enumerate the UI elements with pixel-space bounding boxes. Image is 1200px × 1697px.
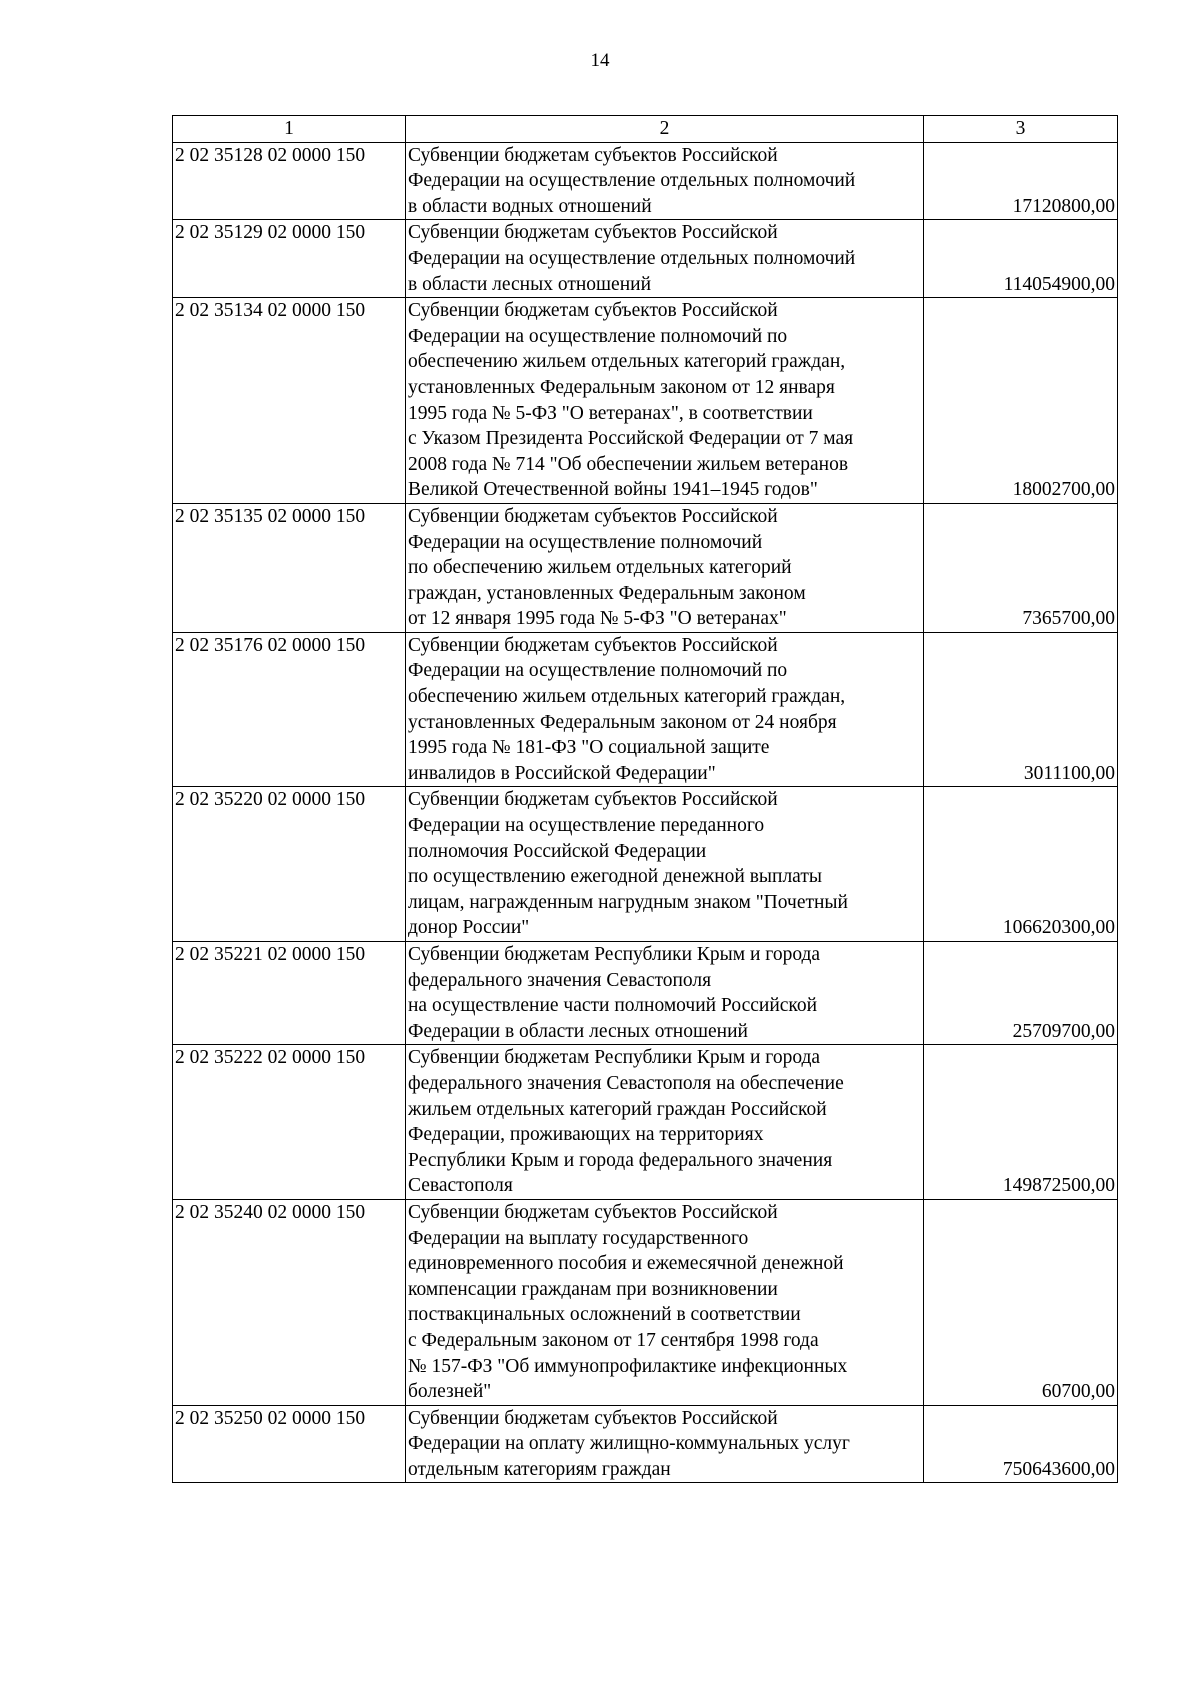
- amount: 60700,00: [924, 1199, 1118, 1405]
- amount: 25709700,00: [924, 942, 1118, 1045]
- budget-code: 2 02 35134 02 0000 150: [173, 298, 406, 504]
- table-row: [173, 142, 1118, 220]
- description: Субвенции бюджетам субъектов Российской Федерации на осуществление отдельных полномочий в области лесных отношений: [406, 220, 924, 298]
- budget-code: 2 02 35240 02 0000 150: [173, 1199, 406, 1405]
- table-row: [173, 787, 1118, 942]
- table-row: [173, 1405, 1118, 1483]
- amount: 106620300,00: [924, 787, 1118, 942]
- budget-code: 2 02 35135 02 0000 150: [173, 503, 406, 632]
- amount: 7365700,00: [924, 503, 1118, 632]
- budget-code: 2 02 35220 02 0000 150: [173, 787, 406, 942]
- budget-table: [172, 115, 1118, 1483]
- column-header-3: 3: [924, 116, 1118, 143]
- table-row: [173, 632, 1118, 787]
- table-row: [173, 1199, 1118, 1405]
- column-header-2: 2: [406, 116, 924, 143]
- table-row: [173, 1045, 1118, 1200]
- description: Субвенции бюджетам субъектов Российской Федерации на осуществление отдельных полномочий в области водных отношений: [406, 142, 924, 220]
- table-row: [173, 220, 1118, 298]
- description: Субвенции бюджетам Республики Крым и города федерального значения Севастополя на обеспечение жильем отдельных категорий граждан Российской Федерации, проживающих на территориях Республики Крым и города федерального значения Севастополя: [406, 1045, 924, 1200]
- amount: 17120800,00: [924, 142, 1118, 220]
- table-row: [173, 942, 1118, 1045]
- description: Субвенции бюджетам субъектов Российской Федерации на оплату жилищно-коммунальных услуг отдельным категориям граждан: [406, 1405, 924, 1483]
- budget-code: 2 02 35176 02 0000 150: [173, 632, 406, 787]
- description: Субвенции бюджетам субъектов Российской Федерации на осуществление переданного полномочия Российской Федерации по осуществлению ежегодной денежной выплаты лицам, награжденным нагрудным знаком "Почетный донор России": [406, 787, 924, 942]
- budget-code: 2 02 35128 02 0000 150: [173, 142, 406, 220]
- amount: 750643600,00: [924, 1405, 1118, 1483]
- budget-code: 2 02 35221 02 0000 150: [173, 942, 406, 1045]
- table-header-row: [173, 116, 1118, 143]
- amount: 18002700,00: [924, 298, 1118, 504]
- amount: 114054900,00: [924, 220, 1118, 298]
- page-number: 14: [590, 50, 610, 71]
- description: Субвенции бюджетам субъектов Российской Федерации на осуществление полномочий по обеспечению жильем отдельных категорий граждан, установленных Федеральным законом от 12 января 1995 года № 5-ФЗ "О ветеранах": [406, 503, 924, 632]
- description: Субвенции бюджетам субъектов Российской Федерации на осуществление полномочий по обеспечению жильем отдельных категорий граждан, установленных Федеральным законом от 24 ноября 1995 года № 181-ФЗ "О социальной защите инвалидов в Российской Федерации": [406, 632, 924, 787]
- column-header-1: 1: [173, 116, 406, 143]
- description: Субвенции бюджетам Республики Крым и города федерального значения Севастополя на осуществление части полномочий Российской Федерации в области лесных отношений: [406, 942, 924, 1045]
- budget-code: 2 02 35250 02 0000 150: [173, 1405, 406, 1483]
- budget-code: 2 02 35222 02 0000 150: [173, 1045, 406, 1200]
- table-row: [173, 503, 1118, 632]
- amount: 149872500,00: [924, 1045, 1118, 1200]
- description: Субвенции бюджетам субъектов Российской Федерации на осуществление полномочий по обеспечению жильем отдельных категорий граждан, установленных Федеральным законом от 12 января 1995 года № 5-ФЗ "О ветеранах", в соответствии с Указом Президента Российской Федерации от 7 мая 2008 года № 714 "Об обеспечении жильем ветеранов Великой Отечественной войны 1941–1945 годов": [406, 298, 924, 504]
- amount: 3011100,00: [924, 632, 1118, 787]
- description: Субвенции бюджетам субъектов Российской Федерации на выплату государственного единовременного пособия и ежемесячной денежной компенсации гражданам при возникновении поствакцинальных осложнений в соответствии с Федеральным законом от 17 сентября 1998 года № 157-ФЗ "Об иммунопрофилактике инфекционных болезней": [406, 1199, 924, 1405]
- table-row: [173, 298, 1118, 504]
- budget-code: 2 02 35129 02 0000 150: [173, 220, 406, 298]
